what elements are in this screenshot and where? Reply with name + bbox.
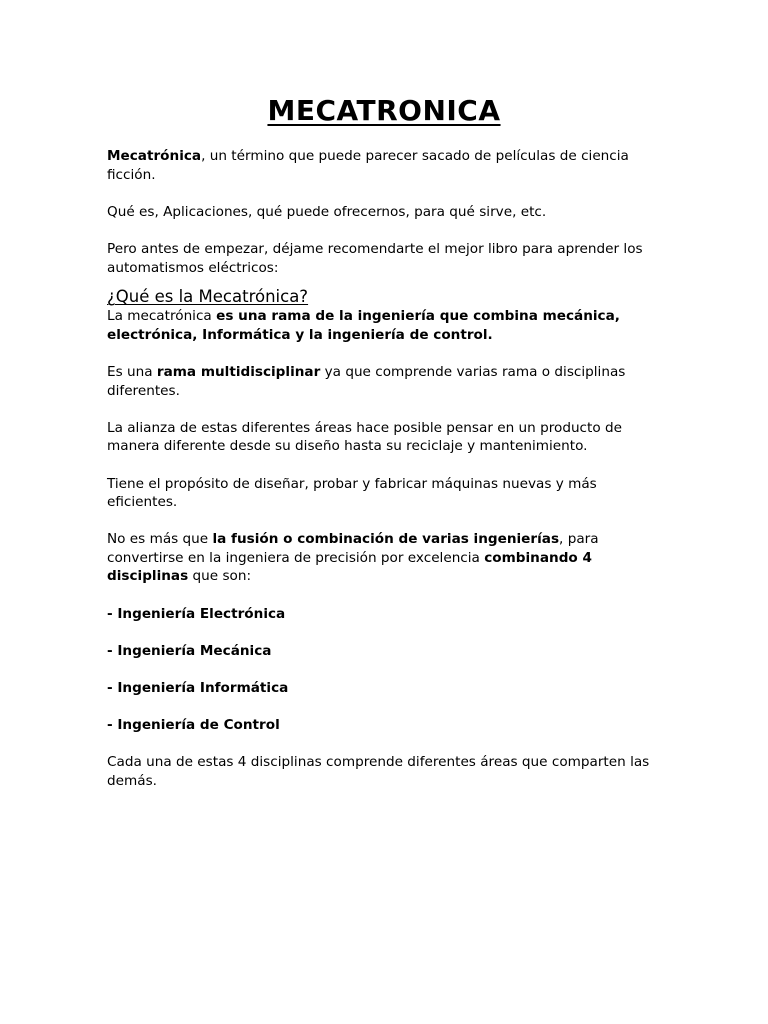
intro-bold-term: Mecatrónica xyxy=(107,148,202,164)
section-heading: ¿Qué es la Mecatrónica? xyxy=(107,287,309,307)
fusion-paragraph xyxy=(107,530,667,586)
book-recommendation-paragraph: Pero antes de empezar, déjame recomendarte el mejor libro para aprender los automatismos eléctricos: xyxy=(107,240,643,276)
purpose-paragraph: Tiene el propósito de diseñar, probar y fabricar máquinas nuevas y más eficientes. xyxy=(107,475,597,511)
definition-prefix: La mecatrónica xyxy=(107,308,217,325)
list-item: - Ingeniería de Control xyxy=(107,717,280,734)
multidisciplinary-bold: rama multidisciplinar xyxy=(156,363,321,380)
alliance-paragraph: La alianza de estas diferentes áreas hace posible pensar en un producto de manera diferente desde su diseño hasta su reciclaje y mantenimiento. xyxy=(107,419,622,455)
intro-paragraph xyxy=(107,147,667,184)
document-body xyxy=(107,147,667,809)
definition-bold: es una rama de la ingeniería que combina mecánica, electrónica, Informática y la ingeniería de control. xyxy=(107,308,620,343)
fusion-bold-2: combinando 4 disciplinas xyxy=(107,549,592,585)
list-item: - Ingeniería Mecánica xyxy=(107,642,272,659)
list-item: - Ingeniería Informática xyxy=(107,680,289,697)
document-title: MECATRONICA xyxy=(267,94,501,127)
intro-text: , un término que puede parecer sacado de películas de ciencia ficción. xyxy=(107,148,629,183)
fusion-prefix: No es más que xyxy=(107,531,213,548)
fusion-bold-1: la fusión o combinación de varias ingenierías xyxy=(212,531,560,548)
multidisciplinary-paragraph xyxy=(107,363,667,400)
closing-paragraph: Cada una de estas 4 disciplinas comprende diferentes áreas que comparten las demás. xyxy=(107,754,650,789)
multidisciplinary-prefix: Es una xyxy=(107,363,157,380)
topics-paragraph: Qué es, Aplicaciones, qué puede ofrecernos, para qué sirve, etc. xyxy=(107,203,547,220)
list-item: - Ingeniería Electrónica xyxy=(107,605,286,622)
fusion-suffix: que son: xyxy=(188,568,252,585)
fusion-middle: , para convertirse en la ingeniera de precisión por excelencia xyxy=(107,531,599,566)
definition-paragraph xyxy=(107,307,667,344)
multidisciplinary-suffix: ya que comprende varias rama o disciplinas diferentes. xyxy=(107,363,626,399)
